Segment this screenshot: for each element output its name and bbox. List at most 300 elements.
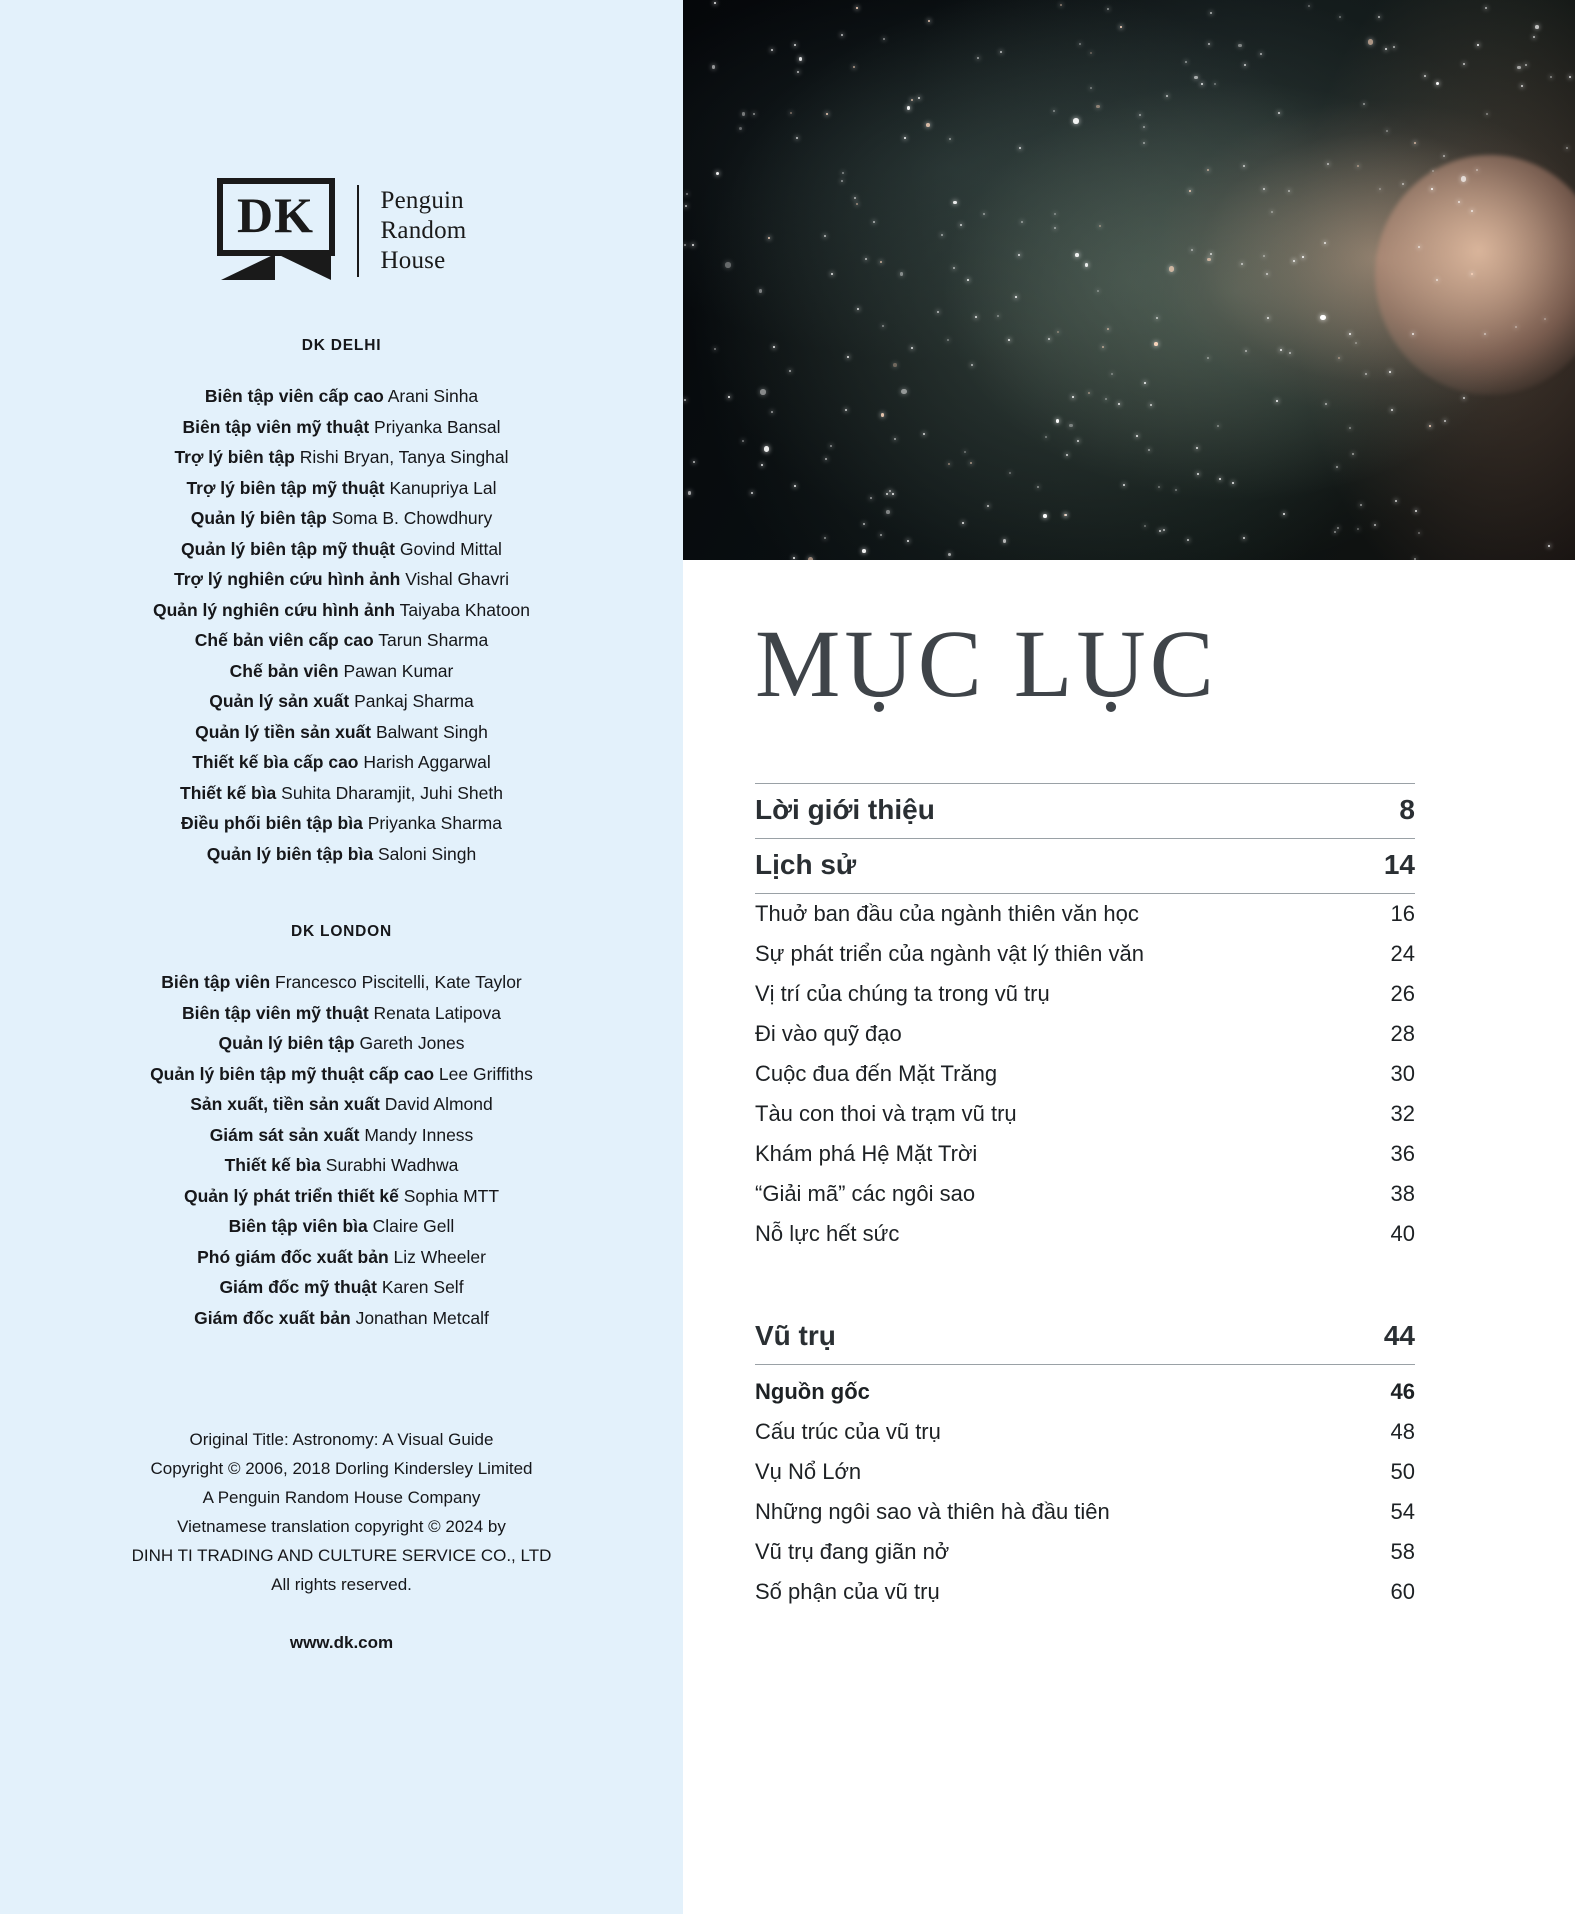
dk-logo-text: DK — [237, 187, 315, 243]
star — [1352, 453, 1354, 455]
credit-line — [60, 534, 623, 565]
star — [880, 261, 882, 263]
credit-role: Thiết kế bìa — [224, 1155, 321, 1175]
toc-entry-page: 16 — [1390, 901, 1415, 926]
star — [1302, 256, 1304, 258]
star — [907, 106, 911, 110]
star — [882, 325, 884, 327]
toc-entry[interactable] — [755, 1572, 1415, 1612]
toc-entry-page: 24 — [1390, 941, 1415, 966]
star — [1288, 190, 1290, 192]
star — [768, 237, 770, 239]
star — [873, 221, 875, 223]
logo-divider — [357, 185, 359, 277]
star — [1386, 130, 1388, 132]
star — [1517, 66, 1521, 70]
credit-line — [60, 381, 623, 412]
star — [1357, 165, 1359, 167]
toc-entry-label: Vụ Nổ Lớn — [755, 1459, 862, 1484]
website-link[interactable]: www.dk.com — [289, 1633, 394, 1652]
toc-entry-label: Nỗ lực hết sức — [755, 1221, 900, 1246]
star — [824, 537, 826, 539]
toc-entry[interactable] — [755, 894, 1415, 934]
star — [1566, 147, 1568, 149]
copyright-block — [60, 1425, 623, 1599]
credit-line — [60, 778, 623, 809]
star — [728, 396, 730, 398]
credit-name: Liz Wheeler — [393, 1246, 486, 1267]
star — [1048, 338, 1050, 340]
star — [1415, 510, 1417, 512]
credit-role: Phó giám đốc xuất bản — [197, 1246, 389, 1267]
toc-entry[interactable] — [755, 1054, 1415, 1094]
star — [926, 123, 930, 127]
star — [1402, 183, 1404, 185]
star — [841, 34, 843, 36]
star — [797, 71, 799, 73]
star — [1045, 436, 1047, 438]
star — [692, 244, 694, 246]
toc-entry[interactable] — [755, 1532, 1415, 1572]
toc-entry[interactable] — [755, 934, 1415, 974]
star — [825, 458, 827, 460]
credit-line — [60, 717, 623, 748]
star — [1338, 357, 1340, 359]
credit-name: Soma B. Chowdhury — [331, 508, 493, 528]
nebula-photo — [683, 0, 1575, 560]
star — [1391, 409, 1393, 411]
star — [761, 464, 763, 466]
toc-entry-label: Vũ trụ — [755, 1320, 836, 1351]
star — [1276, 400, 1278, 402]
credits-block — [0, 337, 683, 1653]
credit-name: Suhita Dharamjit, Juhi Sheth — [281, 782, 503, 803]
credit-line — [60, 412, 623, 443]
star — [949, 138, 951, 140]
toc-entry-page: 28 — [1390, 1021, 1415, 1046]
credit-role: Thiết kế bìa — [180, 782, 277, 803]
star — [1244, 64, 1246, 66]
star — [1097, 290, 1099, 292]
publisher-line-3: House — [380, 246, 446, 274]
star — [742, 440, 744, 442]
legal-line: Original Title: Astronomy: A Visual Guide — [189, 1430, 494, 1449]
star — [1088, 392, 1090, 394]
credit-name: Gareth Jones — [359, 1033, 465, 1053]
credits-page — [0, 0, 683, 1914]
star — [870, 497, 872, 499]
star — [1521, 85, 1523, 87]
star — [911, 347, 913, 349]
dk-delhi-credits — [60, 381, 623, 869]
star — [918, 97, 920, 99]
star — [1339, 16, 1341, 18]
toc-entry-page: 32 — [1390, 1101, 1415, 1126]
star — [1484, 333, 1486, 335]
star — [907, 540, 909, 542]
star — [751, 492, 753, 494]
star — [1053, 110, 1055, 112]
star — [1289, 352, 1291, 354]
credit-role: Thiết kế bìa cấp cao — [192, 752, 359, 772]
star — [686, 193, 688, 195]
legal-line: Copyright © 2006, 2018 Dorling Kindersley Limited — [150, 1459, 533, 1478]
star — [971, 364, 973, 366]
credit-line — [60, 808, 623, 839]
credit-name: David Almond — [384, 1094, 493, 1114]
star — [856, 7, 858, 9]
star — [1444, 420, 1446, 422]
credit-line — [60, 625, 623, 656]
star — [1008, 339, 1010, 341]
star — [1079, 43, 1081, 45]
star — [1102, 346, 1104, 348]
toc-entry-page: 50 — [1390, 1459, 1415, 1484]
star — [1443, 155, 1445, 157]
credit-line — [60, 1089, 623, 1120]
star — [1143, 126, 1145, 128]
star — [1461, 176, 1467, 182]
toc-entry[interactable] — [755, 839, 1415, 894]
star — [1385, 48, 1387, 50]
legal-line: DINH TI TRADING AND CULTURE SERVICE CO., LTD — [131, 1546, 552, 1565]
contents-page — [683, 0, 1575, 1914]
credit-line — [60, 564, 623, 595]
star — [962, 522, 964, 524]
toc-entry[interactable] — [755, 1014, 1415, 1054]
star — [1535, 25, 1539, 29]
credit-name: Karen Self — [381, 1277, 464, 1297]
toc-entry-page: 54 — [1390, 1499, 1415, 1524]
credit-line — [60, 839, 623, 870]
toc-entry[interactable] — [755, 783, 1415, 839]
star — [853, 66, 855, 68]
star — [1000, 51, 1002, 53]
credit-role: Quản lý biên tập — [190, 508, 327, 528]
star — [1075, 253, 1079, 257]
toc-entry-label: Cuộc đua đến Mặt Trăng — [755, 1061, 998, 1086]
credit-name: Harish Aggarwal — [363, 752, 491, 772]
credit-name: Pankaj Sharma — [354, 691, 474, 711]
credit-line — [60, 1211, 623, 1242]
credit-name: Arani Sinha — [387, 386, 479, 406]
star — [1245, 350, 1247, 352]
star — [1196, 447, 1198, 449]
star — [1159, 530, 1161, 532]
star — [771, 411, 773, 413]
star — [1021, 221, 1023, 223]
credit-line — [60, 1272, 623, 1303]
credit-role: Biên tập viên mỹ thuật — [181, 1002, 369, 1023]
star — [1219, 478, 1221, 480]
star — [854, 197, 856, 199]
credit-name: Balwant Singh — [376, 721, 488, 742]
star — [1090, 87, 1092, 89]
credit-role: Quản lý biên tập mỹ thuật cấp cao — [150, 1063, 435, 1084]
star — [1293, 260, 1295, 262]
star — [1085, 263, 1089, 267]
toc-entry-label: Những ngôi sao và thiên hà đầu tiên — [755, 1499, 1110, 1524]
star — [1120, 26, 1122, 28]
star — [865, 258, 867, 260]
star — [739, 127, 743, 131]
star — [1210, 12, 1212, 14]
credit-role: Trợ lý biên tập — [174, 447, 295, 467]
star — [693, 461, 695, 463]
star — [1436, 82, 1440, 86]
credit-role: Quản lý biên tập — [218, 1033, 355, 1053]
star — [764, 446, 770, 452]
star — [947, 339, 949, 341]
toc-entry[interactable] — [755, 1310, 1415, 1365]
star — [830, 445, 832, 447]
star — [923, 433, 925, 435]
credit-role: Giám đốc xuất bản — [194, 1307, 351, 1328]
star — [1263, 255, 1265, 257]
star — [953, 267, 955, 269]
star — [1043, 514, 1047, 518]
toc-entry[interactable] — [755, 974, 1415, 1014]
star — [964, 451, 966, 453]
star — [1414, 142, 1416, 144]
star — [1544, 318, 1546, 320]
credit-name: Lee Griffiths — [438, 1063, 533, 1084]
star — [794, 485, 796, 487]
credit-name: Saloni Singh — [377, 843, 477, 864]
toc-entry-page: 48 — [1390, 1419, 1415, 1444]
star — [970, 462, 972, 464]
star — [1175, 489, 1177, 491]
star — [948, 553, 952, 557]
publisher-logo — [0, 178, 683, 283]
star — [826, 113, 828, 115]
star — [1283, 513, 1285, 515]
credit-line — [60, 1120, 623, 1151]
star — [893, 363, 897, 367]
credit-line — [60, 1150, 623, 1181]
credit-name: Sophia MTT — [403, 1185, 500, 1206]
star — [1144, 382, 1146, 384]
star — [1263, 188, 1265, 190]
star — [1191, 249, 1193, 251]
star — [1243, 165, 1245, 167]
toc-spacer — [755, 1254, 1415, 1310]
star — [1197, 473, 1199, 475]
star — [1003, 539, 1007, 543]
credit-role: Giám đốc mỹ thuật — [219, 1277, 377, 1297]
toc-entry[interactable] — [755, 1365, 1415, 1412]
toc-entry-page: 14 — [1383, 849, 1415, 880]
star — [886, 510, 890, 514]
starfield — [683, 0, 1575, 560]
star — [1320, 315, 1326, 321]
star — [1374, 524, 1376, 526]
star — [1187, 539, 1189, 541]
star — [894, 438, 896, 440]
legal-line: A Penguin Random House Company — [202, 1488, 481, 1507]
star — [1334, 531, 1336, 533]
star — [831, 273, 833, 275]
star — [1009, 472, 1011, 474]
credit-line — [60, 686, 623, 717]
star — [1327, 163, 1329, 165]
star — [1357, 528, 1359, 530]
star — [1189, 190, 1191, 192]
star — [1201, 83, 1203, 85]
credit-name: Vishal Ghavri — [405, 569, 509, 589]
credit-role: Quản lý phát triển thiết kế — [183, 1185, 399, 1206]
star — [1308, 5, 1310, 7]
star — [1365, 373, 1367, 375]
star — [856, 203, 858, 205]
toc-entry-page: 58 — [1390, 1539, 1415, 1564]
star — [796, 137, 798, 139]
star — [881, 413, 885, 417]
star — [1436, 279, 1438, 281]
credit-role: Biên tập viên — [161, 972, 271, 992]
star — [1099, 225, 1101, 227]
star — [1336, 466, 1338, 468]
star — [1037, 486, 1039, 488]
star — [842, 172, 844, 174]
star — [1241, 263, 1243, 265]
star — [1169, 266, 1175, 272]
star — [1458, 201, 1460, 203]
star — [1158, 486, 1160, 488]
star — [1379, 188, 1381, 190]
dk-london-heading: DK LONDON — [290, 923, 393, 940]
credit-name: Jonathan Metcalf — [355, 1307, 489, 1328]
dk-london-credits — [60, 967, 623, 1333]
page-title: MỤC LỤC — [755, 610, 1218, 717]
toc-entry-label: Đi vào quỹ đạo — [755, 1021, 902, 1046]
star — [1414, 558, 1416, 560]
toc-entry-page: 30 — [1390, 1061, 1415, 1086]
star — [1232, 482, 1234, 484]
credit-role: Biên tập viên mỹ thuật — [182, 416, 370, 437]
toc-entry[interactable] — [755, 1214, 1415, 1254]
star — [1395, 500, 1397, 502]
table-of-contents — [755, 783, 1415, 1612]
star — [1548, 545, 1550, 547]
star — [1118, 403, 1120, 405]
credit-name: Pawan Kumar — [343, 660, 454, 681]
star — [863, 523, 865, 525]
star — [1056, 419, 1060, 423]
toc-entry-page: 8 — [1399, 794, 1415, 825]
star — [716, 172, 720, 176]
star — [1267, 317, 1269, 319]
star — [1019, 147, 1021, 149]
star — [886, 493, 888, 495]
toc-entry[interactable] — [755, 1094, 1415, 1134]
credit-line — [60, 998, 623, 1029]
toc-entry-label: Lịch sử — [755, 849, 857, 880]
star — [911, 99, 913, 101]
star — [977, 57, 979, 59]
star — [1207, 357, 1209, 359]
credit-line — [60, 967, 623, 998]
star — [1349, 427, 1351, 429]
star — [794, 44, 796, 46]
toc-entry[interactable] — [755, 1412, 1415, 1452]
legal-line: Vietnamese translation copyright © 2024 by — [177, 1517, 506, 1536]
star — [1057, 331, 1059, 333]
star — [1325, 403, 1327, 405]
credit-name: Surabhi Wadhwa — [325, 1155, 459, 1175]
star — [975, 316, 977, 318]
star — [983, 213, 985, 215]
star — [789, 370, 791, 372]
credit-role: Quản lý biên tập bìa — [206, 843, 374, 864]
toc-entry-label: Vũ trụ đang giãn nở — [755, 1539, 950, 1564]
star — [808, 557, 814, 560]
toc-entry[interactable] — [755, 1452, 1415, 1492]
star — [1150, 404, 1152, 406]
toc-entry-label: Thuở ban đầu của ngành thiên văn học — [755, 901, 1139, 926]
star — [1073, 118, 1079, 124]
star — [1368, 39, 1374, 45]
credit-role: Biên tập viên bìa — [228, 1216, 368, 1236]
star — [1207, 258, 1211, 262]
toc-entry[interactable] — [755, 1492, 1415, 1532]
star — [790, 112, 792, 114]
toc-entry-page: 36 — [1390, 1141, 1415, 1166]
star — [760, 389, 766, 395]
toc-entry-label: Vị trí của chúng ta trong vũ trụ — [755, 981, 1050, 1006]
star — [1144, 525, 1146, 527]
toc-entry-page: 40 — [1390, 1221, 1415, 1246]
star — [1280, 349, 1282, 351]
toc-entry-label: Khám phá Hệ Mặt Trời — [755, 1141, 978, 1166]
star — [1485, 7, 1487, 9]
star — [1154, 342, 1158, 346]
toc-entry[interactable] — [755, 1134, 1415, 1174]
star — [1096, 105, 1100, 109]
star — [1486, 113, 1488, 115]
credit-name: Mandy Inness — [364, 1124, 474, 1145]
star — [1210, 253, 1212, 255]
toc-entry-label: Cấu trúc của vũ trụ — [755, 1419, 941, 1444]
star — [1194, 76, 1198, 80]
star — [845, 409, 847, 411]
toc-entry-label: Sự phát triển của ngành vật lý thiên văn — [755, 941, 1144, 966]
toc-entry-page: 26 — [1390, 981, 1415, 1006]
credit-role: Biên tập viên cấp cao — [204, 386, 384, 406]
credit-role: Quản lý tiền sản xuất — [195, 721, 372, 742]
star — [1471, 210, 1473, 212]
toc-entry[interactable] — [755, 1174, 1415, 1214]
credit-name: Rishi Bryan, Tanya Singhal — [299, 447, 509, 467]
star — [1337, 527, 1339, 529]
open-book-icon — [221, 254, 331, 282]
star — [987, 505, 989, 507]
star — [1207, 169, 1209, 171]
star — [1271, 211, 1273, 213]
star — [1389, 371, 1391, 373]
star — [1163, 529, 1165, 531]
credit-role: Điều phối biên tập bìa — [181, 813, 363, 833]
star — [941, 234, 943, 236]
star — [1355, 342, 1357, 344]
star — [1477, 44, 1479, 46]
star — [1107, 8, 1109, 10]
star — [799, 57, 803, 61]
credit-line — [60, 1028, 623, 1059]
star — [857, 308, 859, 310]
star — [1185, 61, 1187, 63]
credit-role: Giám sát sản xuất — [209, 1124, 360, 1145]
